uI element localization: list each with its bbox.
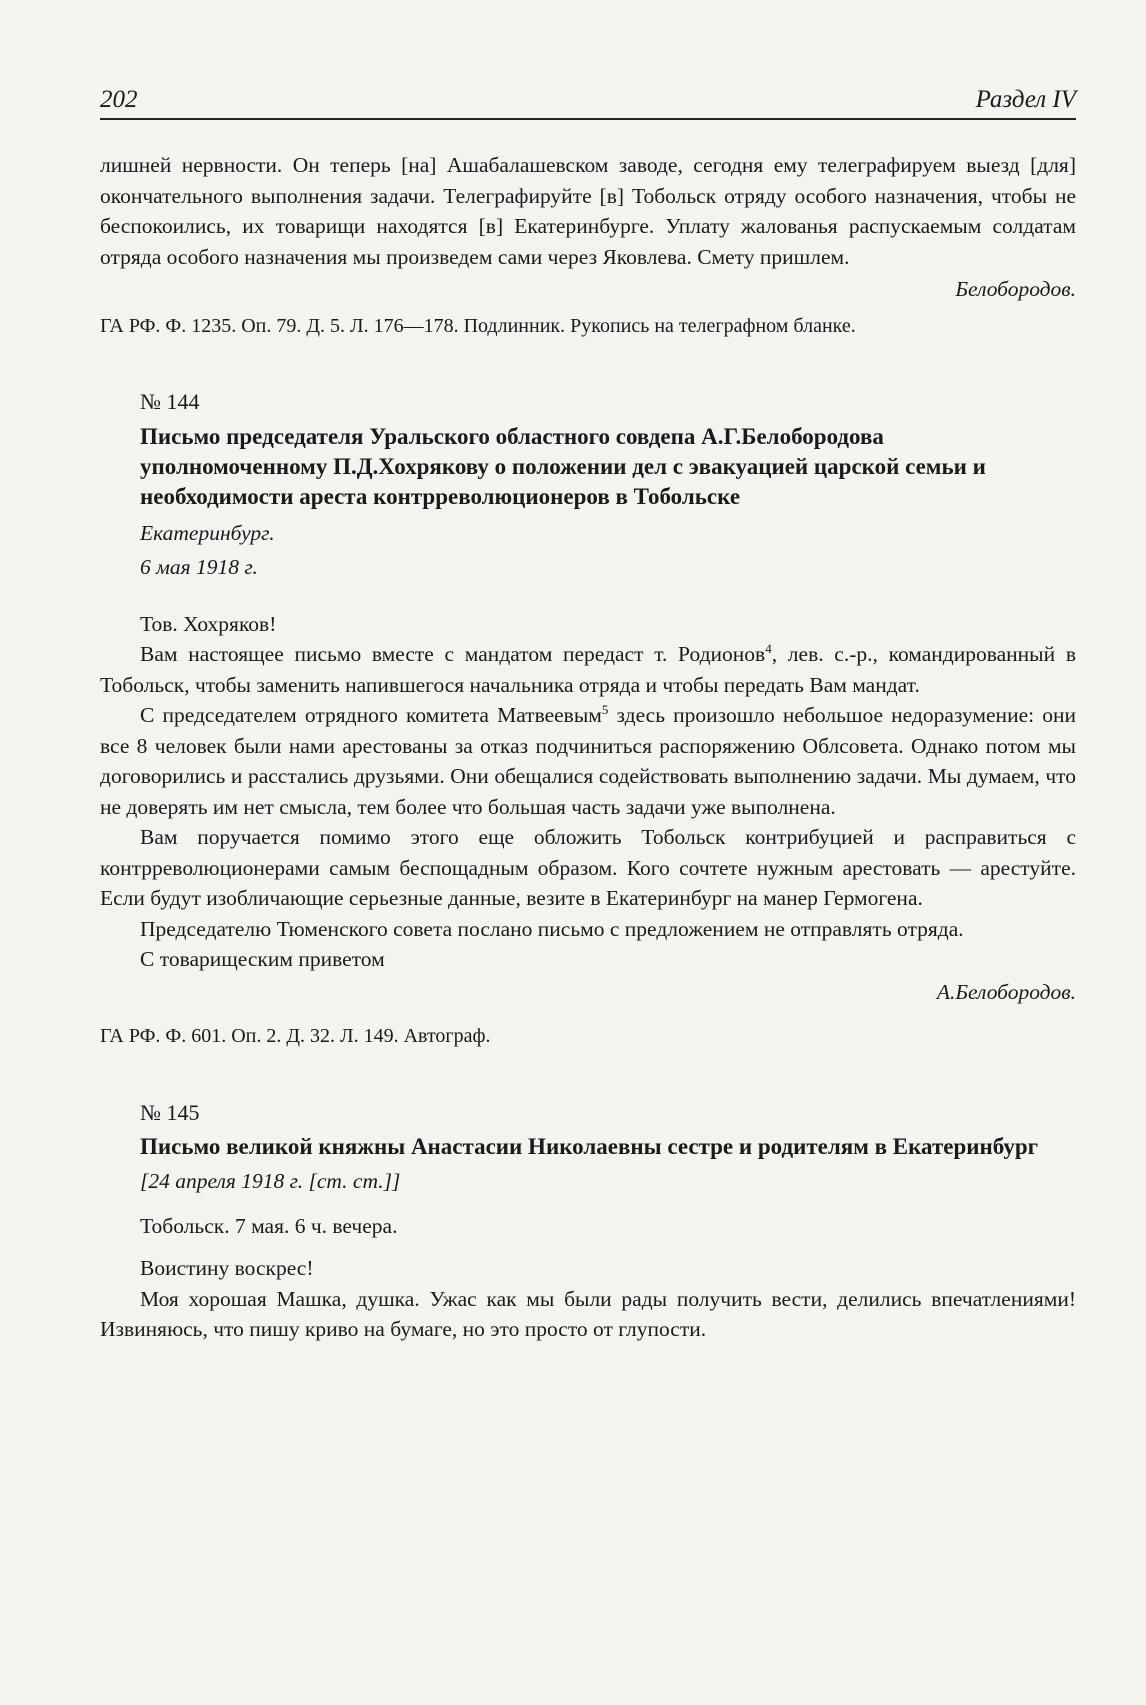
doc-144-signature: А.Белобородов. [936, 979, 1076, 1004]
doc-144-place: Екатеринбург. [140, 520, 275, 545]
page-number: 202 [100, 86, 138, 113]
doc-144-date: 6 мая 1918 г. [140, 555, 258, 579]
doc-144-paragraph-3: Вам поручается помимо этого еще обложить Тобольск контрибуцией и расправиться с контрреволюционерами самым беспощадным образом. Кого сочтете нужным арестовать — арестуйте. Если будут изобличающие серьезные данные, везите в Екатеринбург на манер Гермогена. [100, 825, 1076, 910]
doc-145-title: Письмо великой княжны Анастасии Николаевны сестре и родителям в Екатеринбург [140, 1134, 1039, 1159]
doc-144-paragraph-2: С председателем отрядного комитета Матвеевым$^5$ здесь произошло небольшое недоразумение: они все 8 человек были нами арестованы за отказ подчиниться распоряжению Облсовета. Однако потом мы договорились и расстались друзьями. Они обещалися содействовать выполнению задачи. Мы думаем, что не доверять им нет смысла, тем более что большая часть задачи уже выполнена. [100, 701, 1076, 819]
doc-144-paragraph-4: Председателю Тюменского совета послано письмо с предложением не отправлять отряда. [140, 916, 964, 941]
doc-144-source: ГА РФ. Ф. 601. Оп. 2. Д. 32. Л. 149. Автограф. [100, 1025, 491, 1047]
doc-144-salutation: Тов. Хохряков! [140, 611, 277, 636]
prev-doc-text: лишней нервности. Он теперь [на] Ашабалашевском заводе, сегодня ему телеграфируем выезд [для] окончательного выполнения задачи. Телеграфируйте [в] Тобольск отряду особого назначения, чтобы не беспокоились, их товарищи находятся [в] Екатеринбурге. Уплату жалованья распускаемым солдатам отряда особого назначения мы произведем сами через Яковлева. Смету пришлем. [100, 153, 1076, 269]
footnote-ref-4: 4 [765, 640, 772, 656]
doc-144-paragraph-1: Вам настоящее письмо вместе с мандатом передаст т. Родионов$^4$, лев. с.-р., командированный в Тобольск, чтобы заменить напившегося начальника отряда и чтобы передать Вам мандат. [100, 640, 1076, 697]
footnote-ref-5: 5 [601, 701, 609, 717]
section-title: Раздел IV [975, 86, 1076, 113]
page-content [100, 150, 1076, 1345]
prev-doc-source: ГА РФ. Ф. 1235. Оп. 79. Д. 5. Л. 176—178. Подлинник. Рукопись на телеграфном бланке. [100, 314, 856, 337]
running-header [100, 84, 1076, 120]
doc-145-date: [24 апреля 1918 г. [ст. ст.]] [140, 1169, 401, 1193]
doc-144-title: Письмо председателя Уральского областного совдепа А.Г.Белобородова уполномоченному П.Д.Хохрякову о положении дел с эвакуацией царской семьи и необходимости ареста контрреволюционеров в Тобольске [140, 423, 986, 509]
doc-145-number: № 145 [140, 1099, 200, 1125]
doc-144-number: № 144 [140, 389, 200, 414]
doc-145-greeting: Воистину воскрес! [140, 1256, 314, 1280]
prev-doc-signature: Белобородов. [955, 277, 1076, 301]
doc-145-paragraph-1: Моя хорошая Машка, душка. Ужас как мы были рады получить вести, делились впечатлениями! Извиняюсь, что пишу криво на бумаге, но это просто от глупости. [100, 1286, 1076, 1341]
doc-144-closing: С товарищеским приветом [140, 947, 385, 971]
doc-145-place-time: Тобольск. 7 мая. 6 ч. вечера. [140, 1213, 398, 1238]
